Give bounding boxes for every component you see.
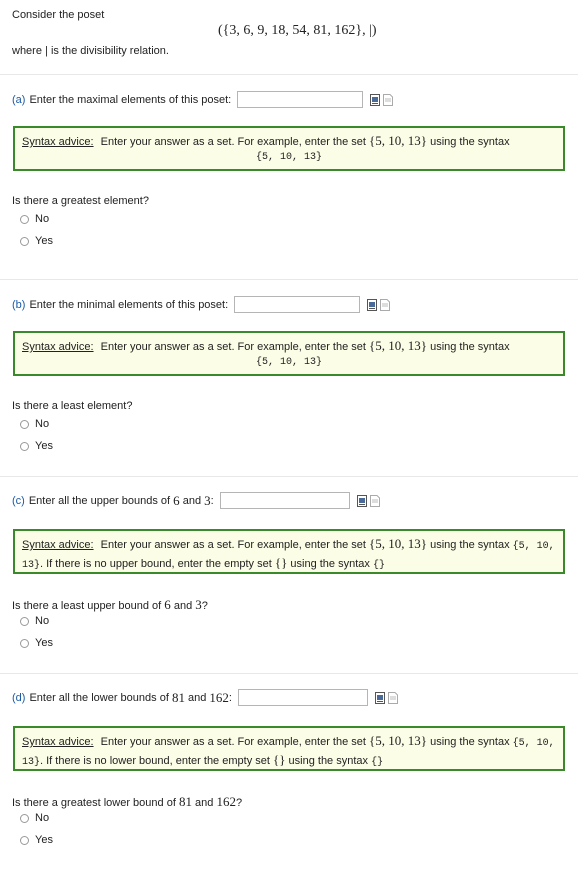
advice-set: {5, 10, 13} <box>369 338 428 353</box>
part-b-radio-yes[interactable] <box>20 440 53 452</box>
part-c-syntax-advice <box>13 529 565 574</box>
radio-label: Yes <box>35 440 53 452</box>
where-pre: where <box>12 45 42 57</box>
question-value: 3 <box>195 597 202 612</box>
advice-title: Syntax advice: <box>22 341 94 353</box>
part-c <box>0 477 578 673</box>
where-bar: | <box>45 45 48 57</box>
preview-icon[interactable] <box>357 495 367 507</box>
poset-expression: ({3, 6, 9, 18, 54, 81, 162}, |) <box>218 23 377 38</box>
question-value: 162 <box>216 794 236 809</box>
part-c-radio-no[interactable] <box>20 615 49 627</box>
radio-label: No <box>35 615 50 627</box>
question-and: and <box>195 797 214 809</box>
question-value: 6 <box>164 597 171 612</box>
part-a-label: (a) <box>12 93 26 106</box>
radio-label: No <box>35 213 50 225</box>
advice-text: Enter your answer as a set. For example, enter the set <box>100 136 366 148</box>
part-c-prompt: Enter all the upper bounds of <box>28 494 171 507</box>
advice-set: {5, 10, 13} <box>369 733 428 748</box>
radio-label: No <box>35 418 50 430</box>
radio-button[interactable] <box>20 836 29 845</box>
where-post: is the divisibility relation. <box>50 45 169 57</box>
radio-label: Yes <box>35 637 53 649</box>
part-b-prompt: Enter the minimal elements of this poset: <box>29 298 229 311</box>
radio-button[interactable] <box>20 442 29 451</box>
help-icon[interactable] <box>383 94 393 106</box>
preview-icon[interactable] <box>375 692 385 704</box>
part-a-question: Is there a greatest element? <box>12 195 149 207</box>
advice-title: Syntax advice: <box>22 136 94 148</box>
intro-consider: Consider the poset <box>12 9 105 21</box>
advice-text: Enter your answer as a set. For example, enter the set <box>100 736 366 748</box>
advice-using: using the syntax <box>430 341 510 353</box>
part-b-answer-input[interactable] <box>234 296 360 313</box>
radio-button[interactable] <box>20 617 29 626</box>
advice-empty-set: {} <box>274 555 288 570</box>
part-d-question <box>12 794 242 810</box>
part-c-answer-input[interactable] <box>220 492 350 509</box>
part-d-prompt-value: 162 <box>209 689 229 705</box>
advice-text: Enter your answer as a set. For example, enter the set <box>100 539 366 551</box>
part-a <box>0 75 578 271</box>
question-end: ? <box>235 797 243 809</box>
advice-code: 13} <box>22 757 41 768</box>
part-a-prompt-line <box>12 91 393 108</box>
part-c-prompt-value: 3 <box>204 492 211 508</box>
part-c-question <box>12 597 208 613</box>
part-d-prompt: Enter all the lower bounds of <box>29 691 169 704</box>
preview-icon[interactable] <box>370 94 380 106</box>
part-d-syntax-advice <box>13 726 565 771</box>
radio-label: No <box>35 812 50 824</box>
part-d-prompt-and: and <box>188 691 207 704</box>
advice-set: {5, 10, 13} <box>369 133 428 148</box>
advice-using: using the syntax <box>430 736 510 748</box>
radio-button[interactable] <box>20 639 29 648</box>
radio-button[interactable] <box>20 814 29 823</box>
advice-code: {5, 10, 13} <box>255 357 322 368</box>
advice-empty-text: . If there is no lower bound, enter the empty set <box>40 755 270 767</box>
part-c-prompt-colon: : <box>210 494 214 507</box>
part-a-answer-input[interactable] <box>237 91 363 108</box>
part-d-prompt-value: 81 <box>171 689 185 705</box>
radio-button[interactable] <box>20 215 29 224</box>
question-text: Is there a least upper bound of <box>12 600 162 612</box>
advice-using: using the syntax <box>288 755 369 767</box>
preview-icon[interactable] <box>367 299 377 311</box>
part-c-radio-yes[interactable] <box>20 637 53 649</box>
radio-label: Yes <box>35 834 53 846</box>
part-c-prompt-value: 6 <box>173 492 180 508</box>
radio-button[interactable] <box>20 237 29 246</box>
part-a-syntax-advice <box>13 126 565 171</box>
part-d-prompt-colon: : <box>228 691 232 704</box>
part-b-syntax-advice <box>13 331 565 376</box>
radio-label: Yes <box>35 235 53 247</box>
advice-text: Enter your answer as a set. For example, enter the set <box>100 341 366 353</box>
advice-code: {} <box>372 560 385 571</box>
advice-code: {} <box>371 757 384 768</box>
advice-using: using the syntax <box>430 136 510 148</box>
part-b <box>0 280 578 476</box>
part-a-radio-yes[interactable] <box>20 235 53 247</box>
advice-title: Syntax advice: <box>22 539 94 551</box>
part-b-prompt-line <box>12 296 390 313</box>
part-d-label: (d) <box>12 691 26 704</box>
part-b-label: (b) <box>12 298 26 311</box>
part-c-prompt-and: and <box>182 494 202 507</box>
question-text: Is there a greatest lower bound of <box>12 797 176 809</box>
advice-title: Syntax advice: <box>22 736 94 748</box>
intro <box>0 0 578 64</box>
part-d <box>0 674 578 870</box>
advice-using: using the syntax <box>430 539 510 551</box>
intro-where <box>12 45 169 57</box>
part-d-radio-no[interactable] <box>20 812 49 824</box>
advice-empty-text: . If there is no upper bound, enter the empty set <box>40 558 272 570</box>
part-d-answer-input[interactable] <box>238 689 368 706</box>
question-end: ? <box>201 600 208 612</box>
advice-code: {5, 10, <box>512 541 555 552</box>
question-value: 81 <box>178 794 192 809</box>
part-d-prompt-line <box>12 689 398 706</box>
help-icon[interactable] <box>388 692 398 704</box>
radio-button[interactable] <box>20 420 29 429</box>
advice-empty-set: {} <box>272 752 286 767</box>
advice-using: using the syntax <box>290 558 370 570</box>
advice-code: {5, 10, <box>512 738 555 749</box>
part-a-prompt: Enter the maximal elements of this poset: <box>29 93 232 106</box>
question-and: and <box>173 600 193 612</box>
part-a-radio-no[interactable] <box>20 213 49 225</box>
part-d-radio-yes[interactable] <box>20 834 53 846</box>
part-b-question: Is there a least element? <box>12 400 133 412</box>
advice-set: {5, 10, 13} <box>369 536 428 551</box>
part-b-radio-no[interactable] <box>20 418 49 430</box>
help-icon[interactable] <box>370 495 380 507</box>
part-c-prompt-line <box>12 492 380 509</box>
advice-code: {5, 10, 13} <box>255 152 322 163</box>
help-icon[interactable] <box>380 299 390 311</box>
advice-code: 13} <box>22 560 41 571</box>
part-c-label: (c) <box>12 494 25 507</box>
